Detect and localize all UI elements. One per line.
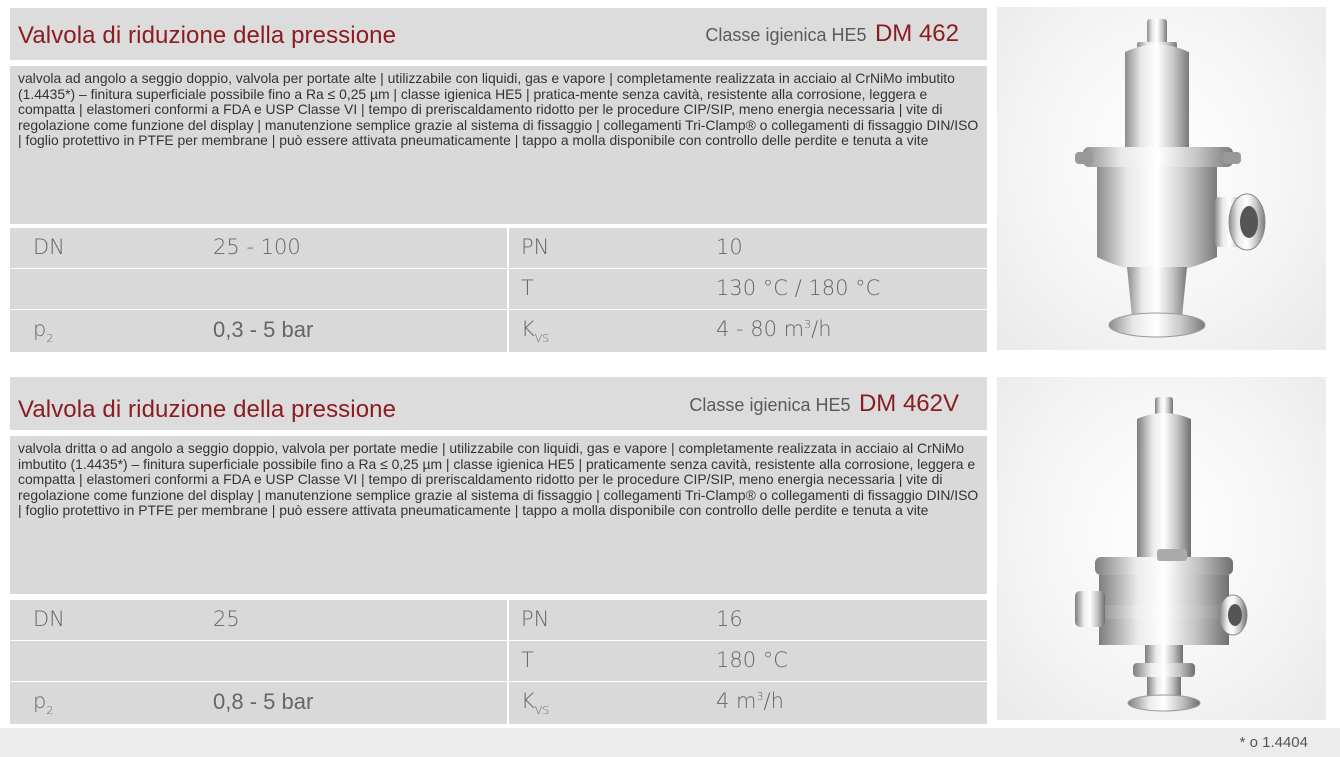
dn-value: 25 - 100 (213, 235, 301, 259)
footnote: * o 1.4404 (1239, 734, 1308, 751)
kvs-value: 4 - 80 $m^3/h$ (716, 317, 832, 341)
pn-value: 16 (716, 607, 743, 631)
product-title: Valvola di riduzione della pressione (18, 396, 397, 423)
kvs-value: 4 $m^3/h$ (716, 689, 784, 713)
spec-row-p2-kvs (10, 310, 987, 352)
spec-row-t (10, 641, 987, 681)
dn-value: 25 (213, 607, 240, 631)
t-label: T (521, 276, 534, 300)
bottom-band (0, 728, 1340, 757)
model-name: DM 462 (874, 20, 959, 47)
pn-label: PN (521, 607, 550, 631)
spec-row-p2-kvs (10, 682, 987, 724)
spec-row-t (10, 269, 987, 309)
product-dm462 (0, 0, 1340, 360)
pn-label: PN (521, 235, 550, 259)
dn-label: DN (33, 235, 65, 259)
product-title: Valvola di riduzione della pressione (18, 22, 397, 49)
hygiene-class: Classe igienica HE5 (705, 25, 867, 45)
dn-label: DN (33, 607, 65, 631)
product-description: valvola dritta o ad angolo a seggio doppio, valvola per portate medie | utilizzabile con liquidi, gas e vapore | completamente realizzata in acciaio al CrNiMo imbutito (1.4435*) – finitura superficiale possibile fino a Ra ≤ 0,25 µm | classe igienica HE5 | praticamente senza cavità, resistente alla corrosione, leggera e compatta | elastomeri conformi a FDA e USP Classe VI | tempo di preriscaldamento ridotto per le procedure CIP/SIP, meno energia necessaria | vite di regolazione come funzione del display | manutenzione semplice grazie al sistema di fissaggio | collegamenti Tri-Clamp® o collegamenti di fissaggio DIN/ISO | foglio protettivo in PTFE per membrane | può essere attivata pneumaticamente | tappo a molla disponibile con controllo delle perdite e tenuta a vite (10, 436, 987, 594)
product-header (10, 377, 987, 430)
spec-table (10, 600, 987, 724)
hygiene-class: Classe igienica HE5 (689, 395, 851, 415)
model-name: DM 462V (858, 390, 959, 417)
spec-row-dn-pn (10, 228, 987, 268)
model-info (689, 390, 959, 418)
kvs-label: $K_{VS}$ (521, 689, 550, 717)
p2-label: $p_2$ (33, 689, 54, 717)
p2-label: $p_2$ (33, 317, 54, 345)
p2-value: 0,8 - 5 bar (213, 689, 314, 714)
p2-value: 0,3 - 5 bar (213, 317, 314, 342)
product-header (10, 8, 987, 60)
product-dm462v (0, 370, 1340, 730)
t-value: 130 °C / 180 °C (716, 276, 881, 300)
product-description: valvola ad angolo a seggio doppio, valvola per portate alte | utilizzabile con liquidi, gas e vapore | completamente realizzata in acciaio al CrNiMo imbutito (1.4435*) – finitura superficiale possibile fino a Ra ≤ 0,25 µm | classe igienica HE5 | pratica-mente senza cavità, resistente alla corrosione, leggera e compatta | elastomeri conformi a FDA e USP Classe VI | tempo di preriscaldamento ridotto per le procedure CIP/SIP, meno energia necessaria | vite di regolazione come funzione del display | manutenzione semplice grazie al sistema di fissaggio | collegamenti Tri-Clamp® o collegamenti di fissaggio DIN/ISO | foglio protettivo in PTFE per membrane | può essere attivata pneumaticamente | tappo a molla disponibile con controllo delle perdite e tenuta a vite (10, 66, 987, 224)
kvs-label: $K_{VS}$ (521, 317, 550, 345)
t-value: 180 °C (716, 648, 788, 672)
spec-row-dn-pn (10, 600, 987, 640)
straight-pressure-reducing-valve-photo (997, 377, 1326, 720)
pn-value: 10 (716, 235, 743, 259)
angle-pressure-reducing-valve-photo (997, 7, 1326, 350)
t-label: T (521, 648, 534, 672)
model-info (705, 20, 959, 48)
spec-table (10, 228, 987, 352)
